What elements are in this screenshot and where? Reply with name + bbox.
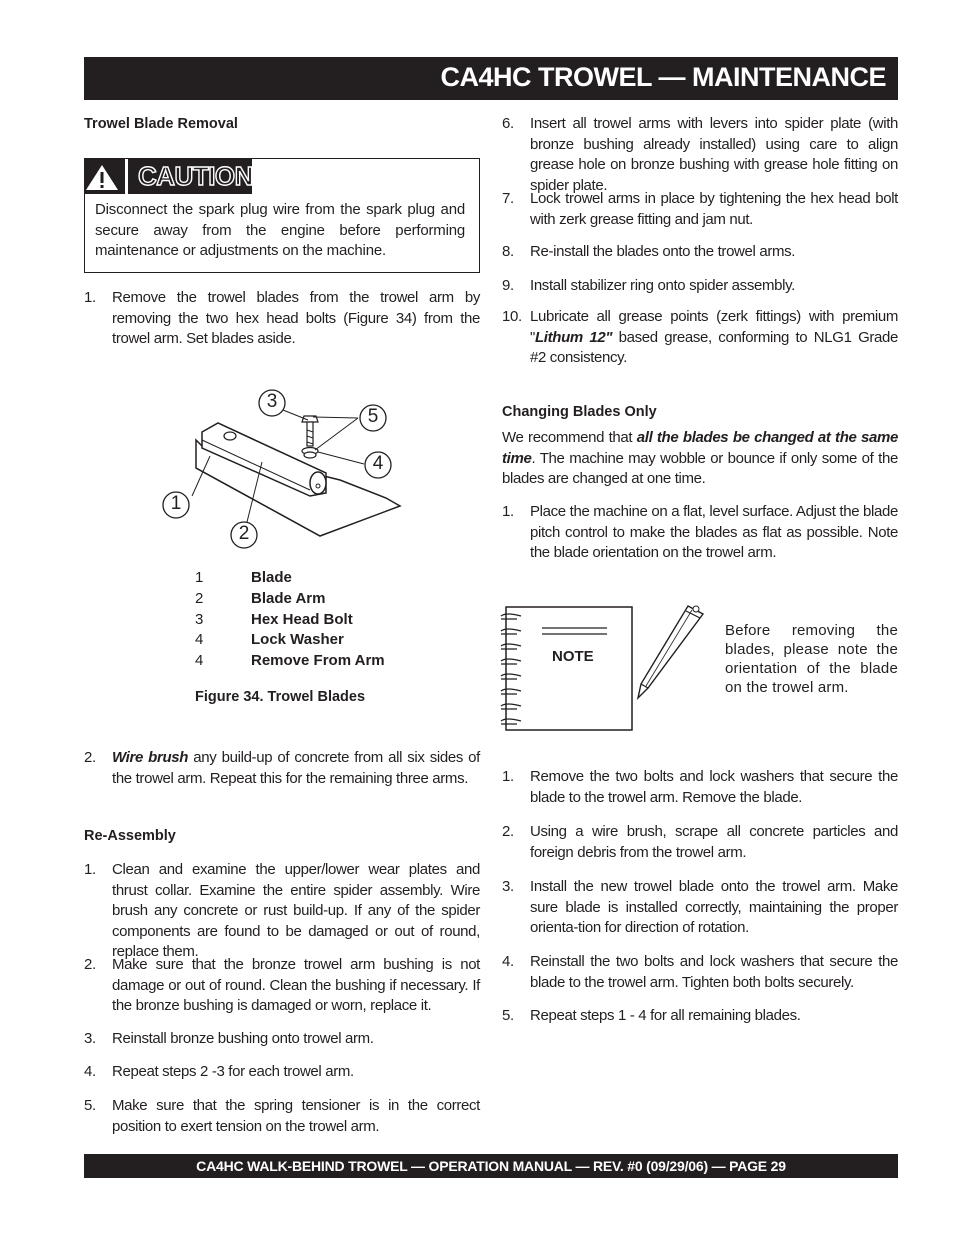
notebook-icon [500, 600, 715, 735]
section-title-changing-blades: Changing Blades Only [502, 404, 657, 420]
reassembly-step-3: 3. Reinstall bronze bushing onto trowel arm. [84, 1030, 374, 1047]
final-step-2: 2. Using a wire brush, scrape all concrete particles and foreign debris from the trowel arm. [502, 823, 898, 861]
step-10: 10. Lubricate all grease points (zerk fittings) with premium "Lithum 12" based grease, conforming to NLG1 Grade #2 consistency. [502, 308, 899, 366]
reassembly-step-1: 1. Clean and examine the upper/lower wear plates and thrust collar. Examine the entire spider assembly. Wire brush any concrete or rust build-up. If any of the spider components are found to be damaged or out of round, replace them. [84, 861, 480, 960]
step-9: 9. Install stabilizer ring onto spider assembly. [502, 277, 795, 294]
note-text: Before removing the blades, please note the orientation of the blade on the trowel arm. [725, 622, 898, 696]
callout-2: 2 [238, 523, 250, 544]
callout-3: 3 [266, 391, 278, 412]
removal-step-2: 2. Wire brush any build-up of concrete from all six sides of the trowel arm. Repeat this for the remaining three arms. [84, 749, 480, 787]
legend-row-hex-bolt: 3 Hex Head Bolt [195, 611, 353, 628]
section-title-blade-removal: Trowel Blade Removal [84, 116, 238, 132]
page-header [84, 57, 898, 100]
callout-5: 5 [367, 406, 379, 427]
step-6: 6. Insert all trowel arms with levers into spider plate (with bronze bushing already installed) using care to align grease hole on bronze bushing with grease hole fitting on spider plate. [502, 115, 898, 194]
pencil-icon [638, 606, 703, 698]
note-label: NOTE [552, 648, 594, 665]
step-8: 8. Re-install the blades onto the trowel arms. [502, 243, 796, 260]
footer-text: CA4HC WALK-BEHIND TROWEL — OPERATION MANUAL — REV. #0 (09/29/06) — PAGE 29 [196, 1158, 786, 1174]
removal-step-1: 1. Remove the trowel blades from the trowel arm by removing the two hex head bolts (Figure 34) from the trowel arm. Set blades aside. [84, 289, 480, 347]
legend-row-lock-washer: 4 Lock Washer [195, 631, 344, 648]
changing-step-1: 1. Place the machine on a flat, level surface. Adjust the blade pitch control to make the blades as flat as possible. Note the blade orientation on the trowel arm. [502, 503, 898, 561]
step-7: 7. Lock trowel arms in place by tightening the hex head bolt with zerk grease fitting and jam nut. [502, 190, 898, 228]
legend-row-remove: 4 Remove From Arm [195, 652, 385, 669]
reassembly-step-4: 4. Repeat steps 2 -3 for each trowel arm. [84, 1063, 354, 1080]
legend-row-blade: 1 Blade [195, 569, 292, 586]
callout-4: 4 [372, 453, 384, 474]
page-footer [84, 1154, 898, 1178]
legend-row-blade-arm: 2 Blade Arm [195, 590, 326, 607]
callout-1: 1 [170, 493, 182, 514]
reassembly-step-5: 5. Make sure that the spring tensioner is in the correct position to exert tension on the trowel arm. [84, 1097, 480, 1135]
final-step-5: 5. Repeat steps 1 - 4 for all remaining blades. [502, 1007, 801, 1024]
figure-caption: Figure 34. Trowel Blades [195, 689, 366, 705]
caution-text: Disconnect the spark plug wire from the spark plug and secure away from the engine before performing maintenance or adjustments on the machine. [95, 201, 465, 259]
final-step-3: 3. Install the new trowel blade onto the trowel arm. Make sure blade is installed correctly, maintaining the proper orienta-tion for direction of rotation. [502, 878, 898, 936]
reassembly-step-2: 2. Make sure that the bronze trowel arm bushing is not damage or out of round. Clean the bushing if necessary. If the bronze bushing is damaged or worn, replace it. [84, 956, 480, 1014]
final-step-4: 4. Reinstall the two bolts and lock washers that secure the blade to the trowel arm. Tighten both bolts securely. [502, 953, 898, 991]
final-step-1: 1. Remove the two bolts and lock washers that secure the blade to the trowel arm. Remove the blade. [502, 768, 898, 806]
caution-label [85, 159, 252, 194]
caution-box [84, 158, 480, 273]
recommend-paragraph: We recommend that all the blades be changed at the same time. The machine may wobble or bounce if only some of the blades are changed at one time. [502, 429, 898, 487]
caution-title: CAUTION [138, 161, 253, 191]
page-title: CA4HC TROWEL — MAINTENANCE [440, 62, 886, 92]
section-title-reassembly: Re-Assembly [84, 828, 176, 844]
